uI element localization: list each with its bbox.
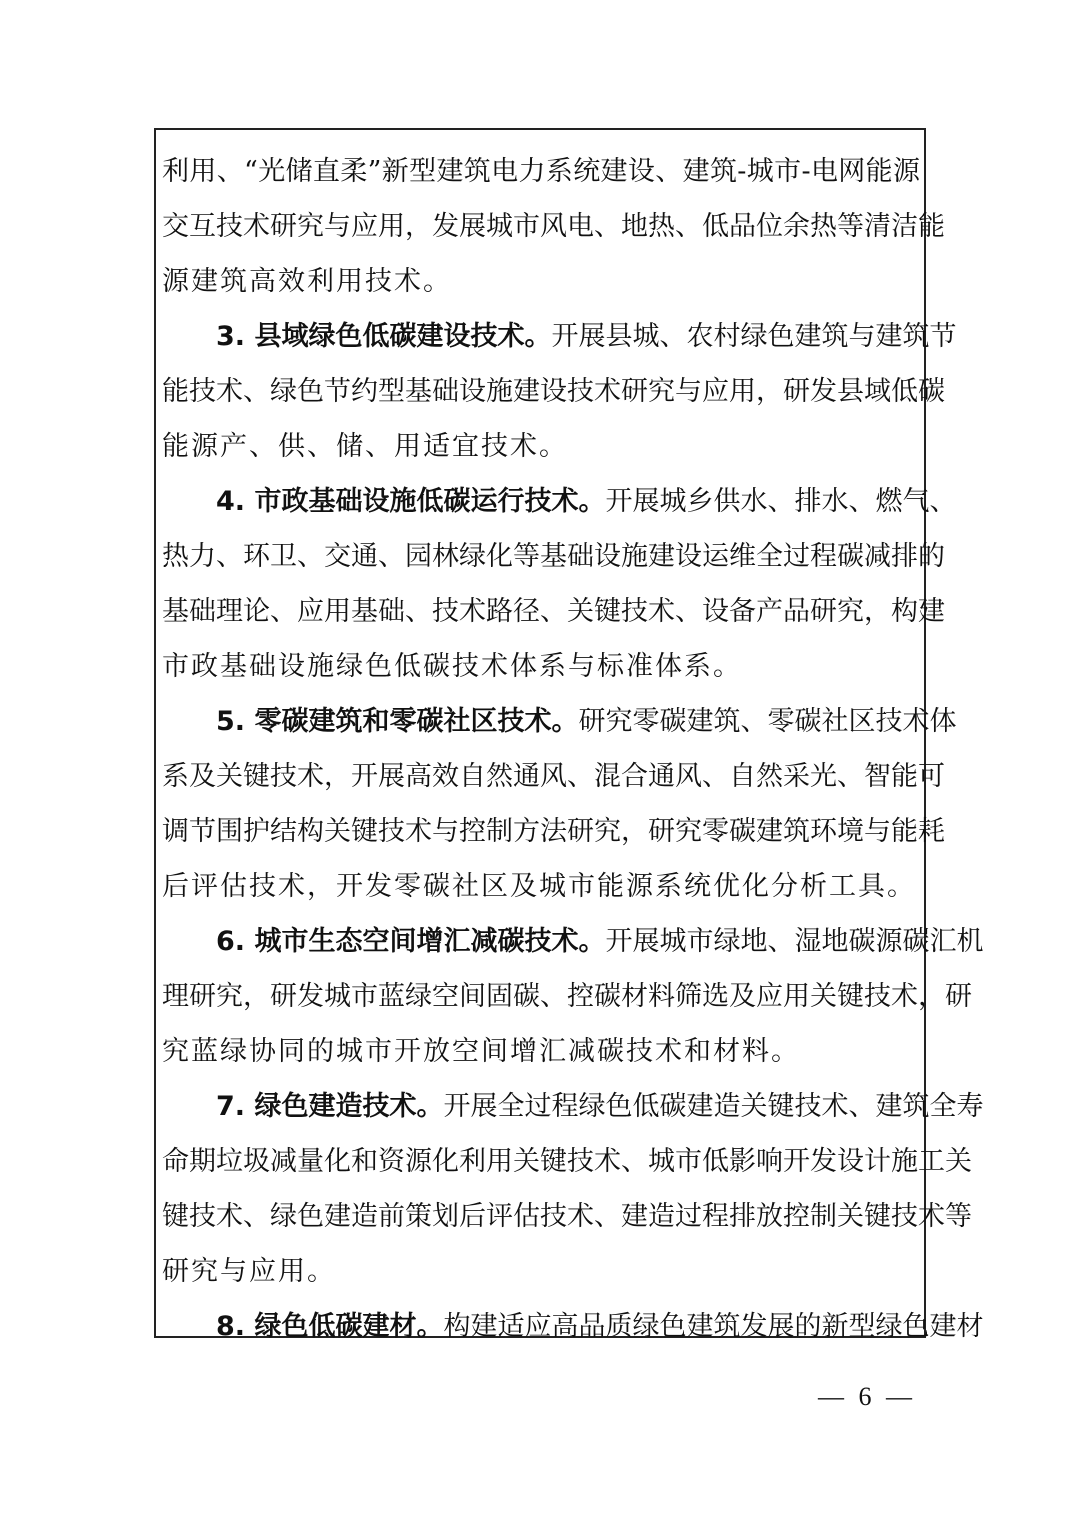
bordered-text-frame [154, 128, 984, 1342]
paragraph-item-3-first-line [162, 309, 957, 364]
item-5-heading: 5. 零碳建筑和零碳社区技术。 [216, 706, 579, 737]
text-line: 键技术、绿色建造前策划后评估技术、建造过程排放控制关键技术等 [162, 1201, 972, 1232]
text-line: 热力、环卫、交通、园林绿化等基础设施建设运维全过程碳减排的 [162, 541, 945, 572]
text-line: 理研究，研发城市蓝绿空间固碳、控碳材料筛选及应用关键技术，研 [162, 981, 972, 1012]
item-6-heading: 6. 城市生态空间增汇减碳技术。 [216, 926, 606, 957]
text-line: 调节围护结构关键技术与控制方法研究，研究零碳建筑环境与能耗 [162, 816, 945, 847]
text-segment: 开展全过程绿色低碳建造关键技术、建筑全寿 [443, 1091, 984, 1122]
text-line: 命期垃圾减量化和资源化利用关键技术、城市低影响开发设计施工关 [162, 1146, 972, 1177]
text-line: 能源产、供、储、用适宜技术。 [162, 431, 568, 462]
paragraph-item-6-first-line [162, 914, 984, 969]
text-line: 基础理论、应用基础、技术路径、关键技术、设备产品研究，构建 [162, 596, 945, 627]
text-line: 能技术、绿色节约型基础设施建设技术研究与应用，研发县域低碳 [162, 376, 945, 407]
text-segment: 构建适应高品质绿色建筑发展的新型绿色建材 [443, 1311, 984, 1342]
document-body [162, 144, 984, 1354]
item-4-heading: 4. 市政基础设施低碳运行技术。 [216, 486, 606, 517]
text-segment: 开展县城、农村绿色建筑与建筑节 [551, 321, 957, 352]
text-line: 究蓝绿协同的城市开放空间增汇减碳技术和材料。 [162, 1036, 800, 1067]
item-3-heading: 3. 县域绿色低碳建设技术。 [216, 321, 552, 352]
text-line: 系及关键技术，开展高效自然通风、混合通风、自然采光、智能可 [162, 761, 945, 792]
text-line: 市政基础设施绿色低碳技术体系与标准体系。 [162, 651, 742, 682]
text-segment: 开展城市绿地、湿地碳源碳汇机 [605, 926, 984, 957]
paragraph-item-8-first-line [162, 1299, 984, 1354]
text-segment: 开展城乡供水、排水、燃气、 [605, 486, 957, 517]
paragraph-item-7-first-line [162, 1079, 984, 1134]
text-line: 后评估技术，开发零碳社区及城市能源系统优化分析工具。 [162, 871, 916, 902]
item-8-heading: 8. 绿色低碳建材。 [216, 1311, 444, 1342]
paragraph-item-5-first-line [162, 694, 957, 749]
text-line: 利用、“光储直柔”新型建筑电力系统建设、建筑-城市-电网能源 [162, 156, 920, 187]
item-7-heading: 7. 绿色建造技术。 [216, 1091, 444, 1122]
text-line: 研究与应用。 [162, 1256, 336, 1287]
page-number: — 6 — [818, 1382, 916, 1411]
paragraph-item-4-first-line [162, 474, 957, 529]
text-line: 交互技术研究与应用，发展城市风电、地热、低品位余热等清洁能 [162, 211, 945, 242]
text-segment: 研究零碳建筑、零碳社区技术体 [578, 706, 957, 737]
text-line: 源建筑高效利用技术。 [162, 266, 452, 297]
